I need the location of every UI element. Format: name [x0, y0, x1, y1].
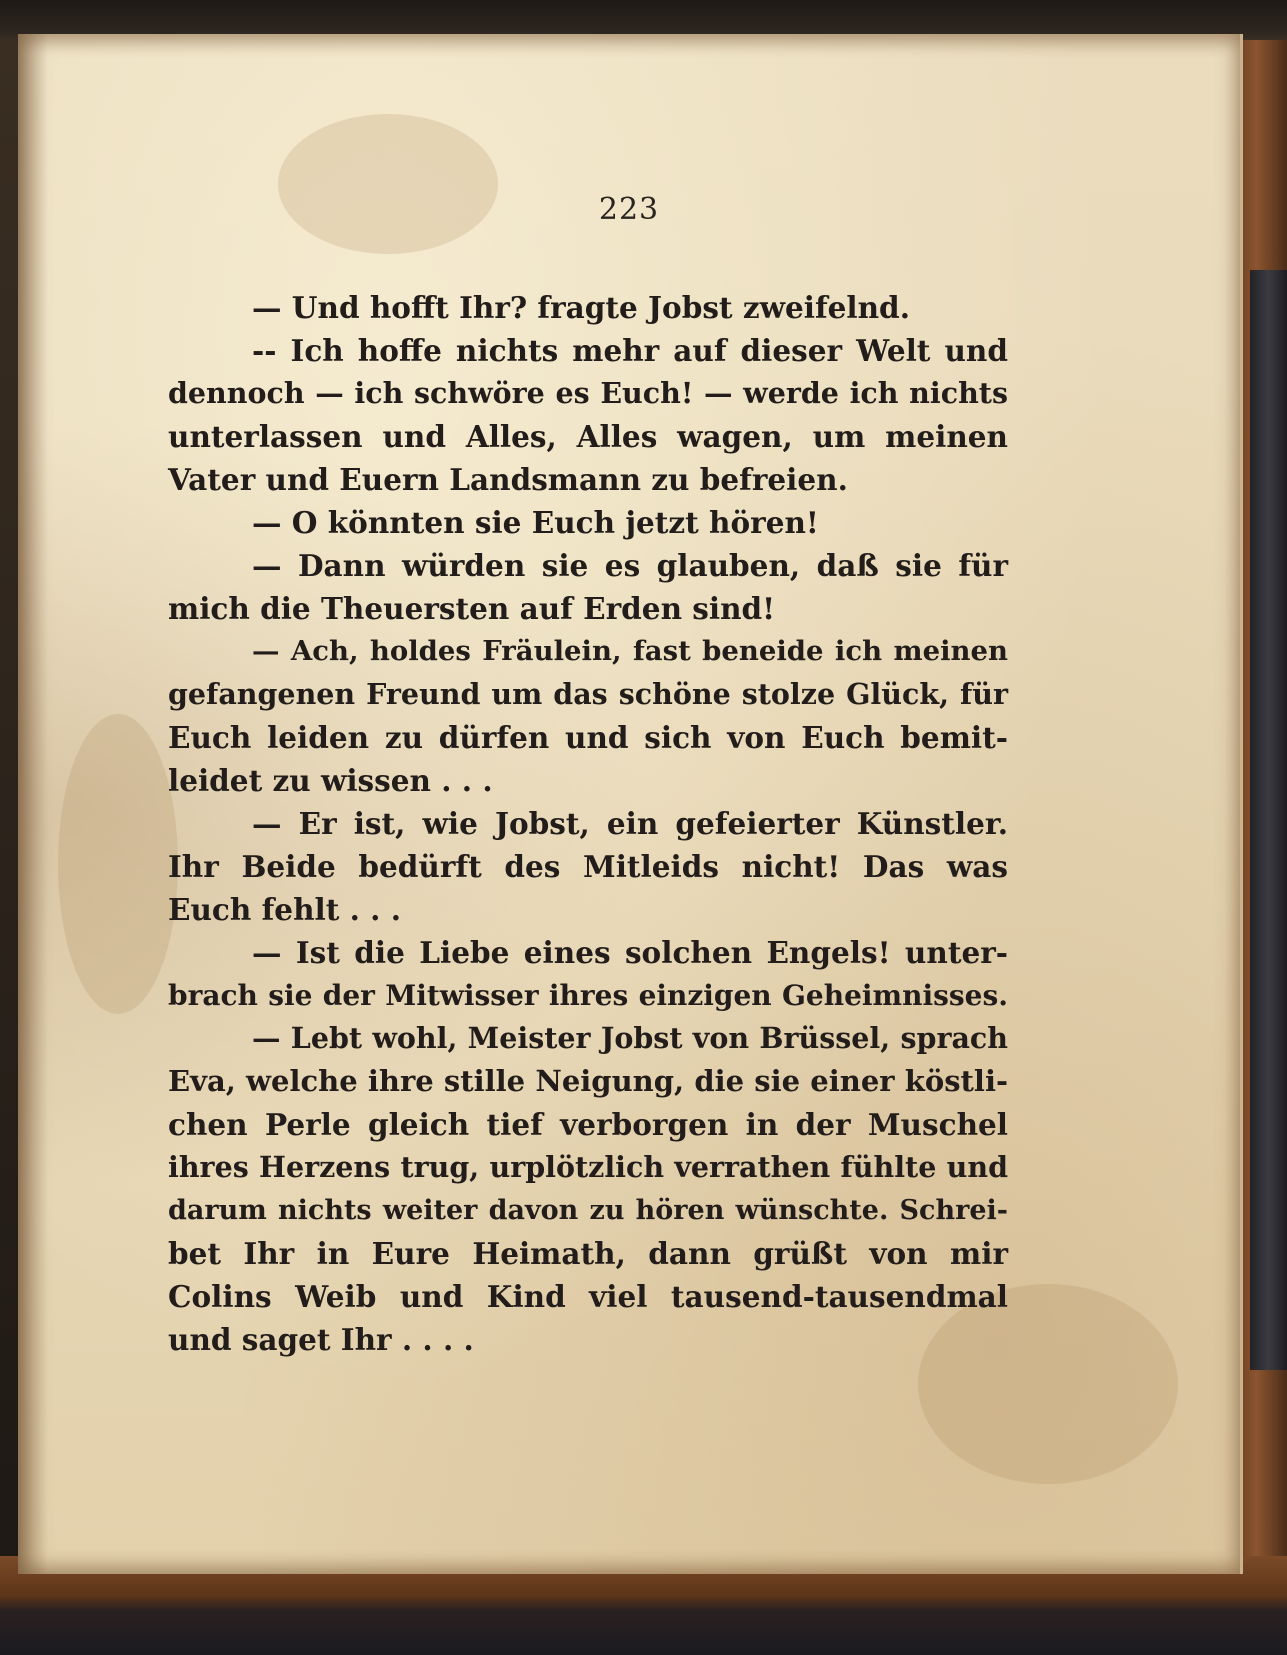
text-line: ihres Herzens trug, urplötzlich verrathen fühlte und	[168, 1150, 1008, 1184]
text-line: darum nichts weiter davon zu hören wünschte. Schrei-	[168, 1195, 1008, 1226]
paper-stain	[58, 714, 178, 1014]
text-line: — Ach, holdes Fräulein, fast beneide ich meinen	[252, 635, 1008, 667]
text-line: brach sie der Mitwisser ihres einzigen Geheimnisses.	[168, 979, 1008, 1012]
paper-stain	[278, 114, 498, 254]
text-line: — Und hofft Ihr? fragte Jobst zweifelnd.	[252, 290, 910, 325]
text-line: chen Perle gleich tief verborgen in der Muschel	[168, 1107, 1008, 1142]
text-line: unterlassen und Alles, Alles wagen, um meinen	[168, 419, 1008, 454]
text-line: Euch fehlt . . .	[168, 892, 401, 927]
body-text	[168, 286, 1008, 1361]
text-line: Euch leiden zu dürfen und sich von Euch bemit-	[168, 720, 1008, 755]
text-line: leidet zu wissen . . .	[168, 763, 493, 798]
text-line: Ihr Beide bedürft des Mitleids nicht! Das was	[168, 849, 1008, 884]
text-line: Colins Weib und Kind viel tausend-tausendmal	[168, 1279, 1008, 1314]
text-line: und saget Ihr . . . .	[168, 1322, 474, 1357]
text-line: — Er ist, wie Jobst, ein gefeierter Künstler.	[252, 806, 1008, 841]
book-cover-right	[1236, 40, 1287, 1630]
text-line: Eva, welche ihre stille Neigung, die sie einer köstli-	[168, 1064, 1008, 1098]
text-line: mich die Theuersten auf Erden sind!	[168, 591, 776, 626]
text-line: — Ist die Liebe eines solchen Engels! unter-	[252, 935, 1008, 970]
text-line: -- Ich hoffe nichts mehr auf dieser Welt und	[252, 333, 1008, 368]
page-number: 223	[598, 192, 660, 227]
text-line: — O könnten sie Euch jetzt hören!	[252, 505, 819, 540]
text-line: — Lebt wohl, Meister Jobst von Brüssel, sprach	[252, 1021, 1008, 1055]
page-gutter	[18, 34, 48, 1574]
book-page	[18, 34, 1243, 1574]
text-line: bet Ihr in Eure Heimath, dann grüßt von mir	[168, 1236, 1008, 1271]
text-line: Vater und Euern Landsmann zu befreien.	[168, 462, 848, 497]
text-line: gefangenen Freund um das schöne stolze Glück, für	[168, 677, 1008, 711]
text-line: — Dann würden sie es glauben, daß sie für	[252, 548, 1008, 583]
text-line: dennoch — ich schwöre es Euch! — werde ich nichts	[168, 376, 1008, 410]
